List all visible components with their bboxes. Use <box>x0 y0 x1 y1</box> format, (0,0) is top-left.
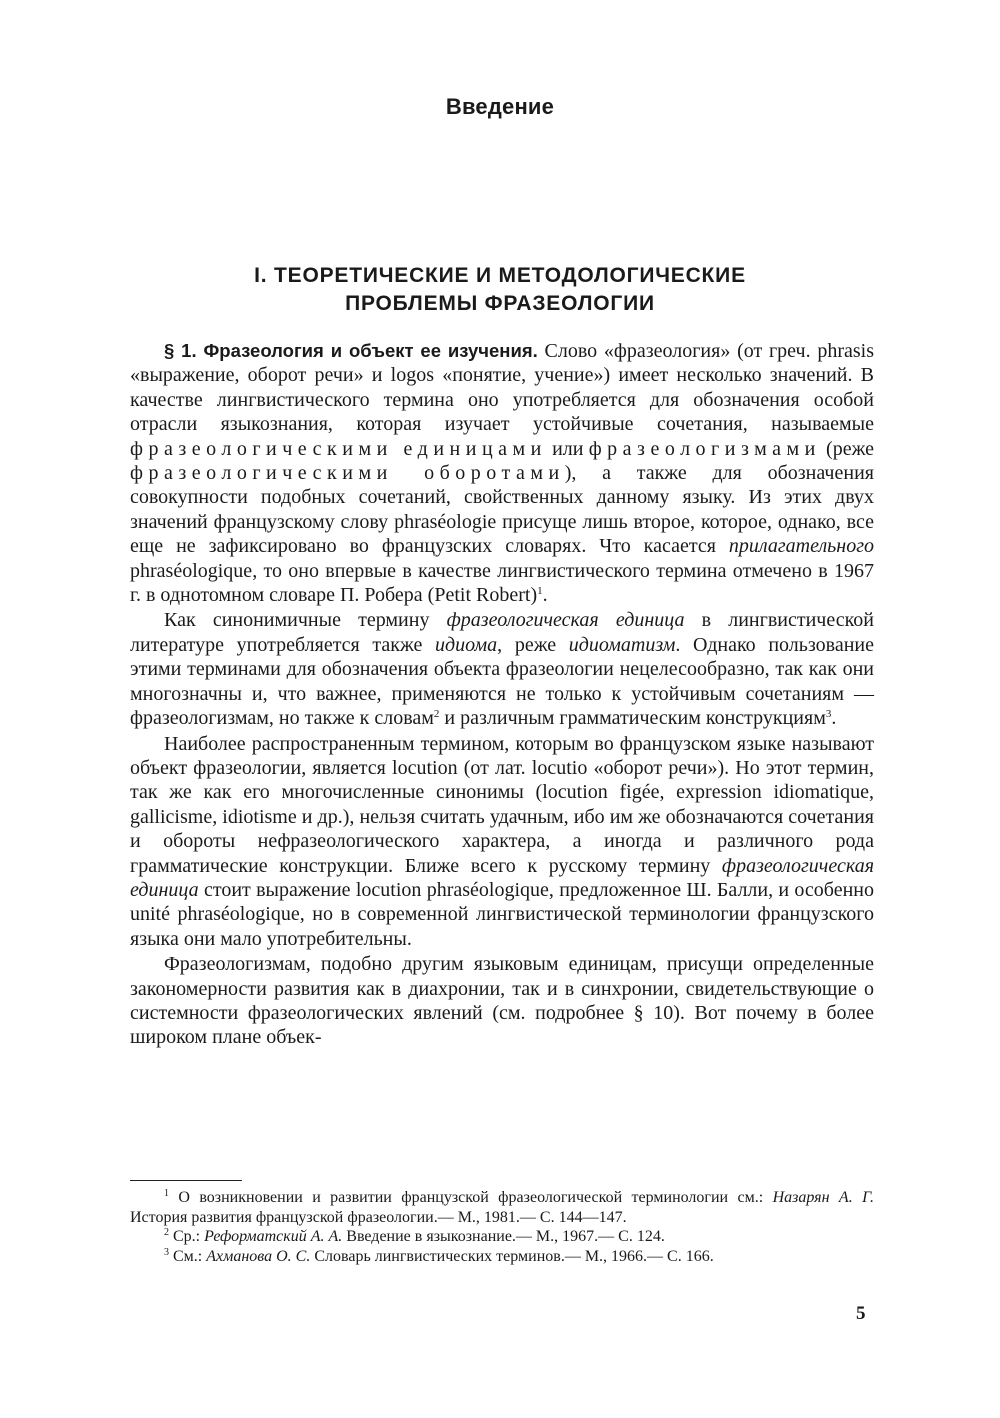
italic-text: фразеологическая единица <box>446 609 685 632</box>
paragraph-3 <box>130 732 874 952</box>
italic-text: идиома <box>435 633 498 656</box>
footnote-text: Введение в языкознание.— М., 1967.— С. 124. <box>342 1228 665 1245</box>
footnote-text: Ср.: <box>169 1228 205 1245</box>
footnote-text: О возникновении и развитии французской фразеологической терминологии см.: <box>169 1189 773 1206</box>
paragraph-text: ), а также для обозначения совокупности подобных сочетаний, свойственных данному языку. Из этих двух значений французскому слову phraséologie присуще лишь второе, которое, однако, все еще не зафиксировано во французских словарях. Что касается <box>130 462 874 558</box>
paragraph-text: Фразеологизмам, подобно другим языковым единицам, присущи определенные закономерности развития как в диахронии, так и в синхронии, свидетельствующие о системности фразеологических явлений (см. подробнее § 10). Вот почему в более широком плане объек- <box>130 953 874 1049</box>
footnote-number: 1 <box>164 1188 169 1199</box>
italic-text: фразеологическая единица <box>130 854 874 901</box>
paragraph-text: . Однако пользование этими терминами для обозначения объекта фразеологии нецелесообразно, так как они многозначны и, что важнее, применяются не только к устойчивым сочетаниям — фразеологизмам, но также к словам <box>130 633 874 730</box>
footnote-ref[interactable]: 1 <box>537 585 543 598</box>
paragraph-text: и различным грамматическим конструкциям <box>439 707 826 730</box>
term-emphasis: фразеологизмами <box>588 437 821 460</box>
introduction-heading: Введение <box>445 94 555 119</box>
paragraph-4 <box>130 952 874 1050</box>
page-number: 5 <box>856 1303 866 1324</box>
footnote-author: Реформатский А. А. <box>204 1228 343 1245</box>
footnote-divider <box>130 1180 242 1181</box>
paragraph-text: стоит выражение locution phraséologique, предложенное Ш. Балли, и особенно unité phraséologique, но в современной лингвистической терминологии французского языка они мало употребительны. <box>130 878 874 950</box>
footnotes <box>130 1188 874 1266</box>
chapter-heading-line-2: ПРОБЛЕМЫ ФРАЗЕОЛОГИИ <box>345 292 655 315</box>
term-emphasis: фразеологическими оборотами <box>130 462 565 485</box>
footnote-ref[interactable]: 2 <box>433 708 440 721</box>
paragraph-text: Как синонимичные термину <box>164 609 447 632</box>
footnote-1 <box>130 1188 874 1227</box>
body-text <box>130 339 874 1050</box>
paragraph-text: , реже <box>497 633 569 656</box>
footnote-author: Назарян А. Г. <box>772 1189 875 1206</box>
footnote-number: 2 <box>164 1227 169 1238</box>
term-emphasis: фразеологическими единицами <box>130 437 547 460</box>
paragraph-text: Слово «фразеология» (от греч. phrasis «выражение, оборот речи» и logos «понятие, учение») имеет несколько значений. В качестве лингвистического термина оно употребляется для обозначения особой отрасли языкознания, которая изучает устойчивые сочетания, называемые <box>130 340 874 436</box>
paragraph-text: (реже <box>820 437 875 460</box>
italic-text: идиоматизм <box>568 633 676 656</box>
footnote-text: История развития французской фразеологии.— М., 1981.— С. 144—147. <box>130 1208 627 1226</box>
footnote-ref[interactable]: 3 <box>825 708 832 721</box>
paragraph-text: phraséologique, то оно впервые в качестве лингвистического термина отмечено в 1967 г. в однотомном словаре П. Робера (Petit Robert) <box>130 559 874 607</box>
footnote-2 <box>130 1227 874 1247</box>
section-heading: § 1. Фразеология и объект ее изучения. <box>164 340 538 361</box>
footnote-text: См.: <box>169 1247 207 1265</box>
footnote-text: Словарь лингвистических терминов.— М., 1966.— С. 166. <box>310 1247 714 1265</box>
paragraph-text: или <box>546 437 589 460</box>
paragraph-text: Наиболее распространенным термином, которым во французском языке называют объект фразеологии, является locution (от лат. locutio «оборот речи»). Но этот термин, так же как его многочисленные синонимы (locution figée, expression idiomatique, gallicisme, idiotisme и др.), нельзя считать удачным, ибо им же обозначаются сочетания и обороты нефразеологического характера, а иногда и различного рода грамматические конструкции. Ближе всего к русскому термину <box>130 732 874 877</box>
footnote-author: Ахманова О. С. <box>206 1247 311 1265</box>
paragraph-2 <box>130 608 874 730</box>
footnote-3 <box>130 1247 874 1267</box>
paragraph-text: . <box>831 707 837 730</box>
paragraph-text: . <box>542 584 548 607</box>
italic-text: прилагательного <box>728 535 874 558</box>
paragraph-1 <box>130 339 874 607</box>
chapter-heading-line-1: I. ТЕОРЕТИЧЕСКИЕ И МЕТОДОЛОГИЧЕСКИЕ <box>254 264 746 287</box>
chapter-heading <box>0 262 1000 318</box>
paragraph-text: в лингвистической литературе употребляется также <box>130 609 875 656</box>
footnote-number: 3 <box>164 1246 169 1258</box>
